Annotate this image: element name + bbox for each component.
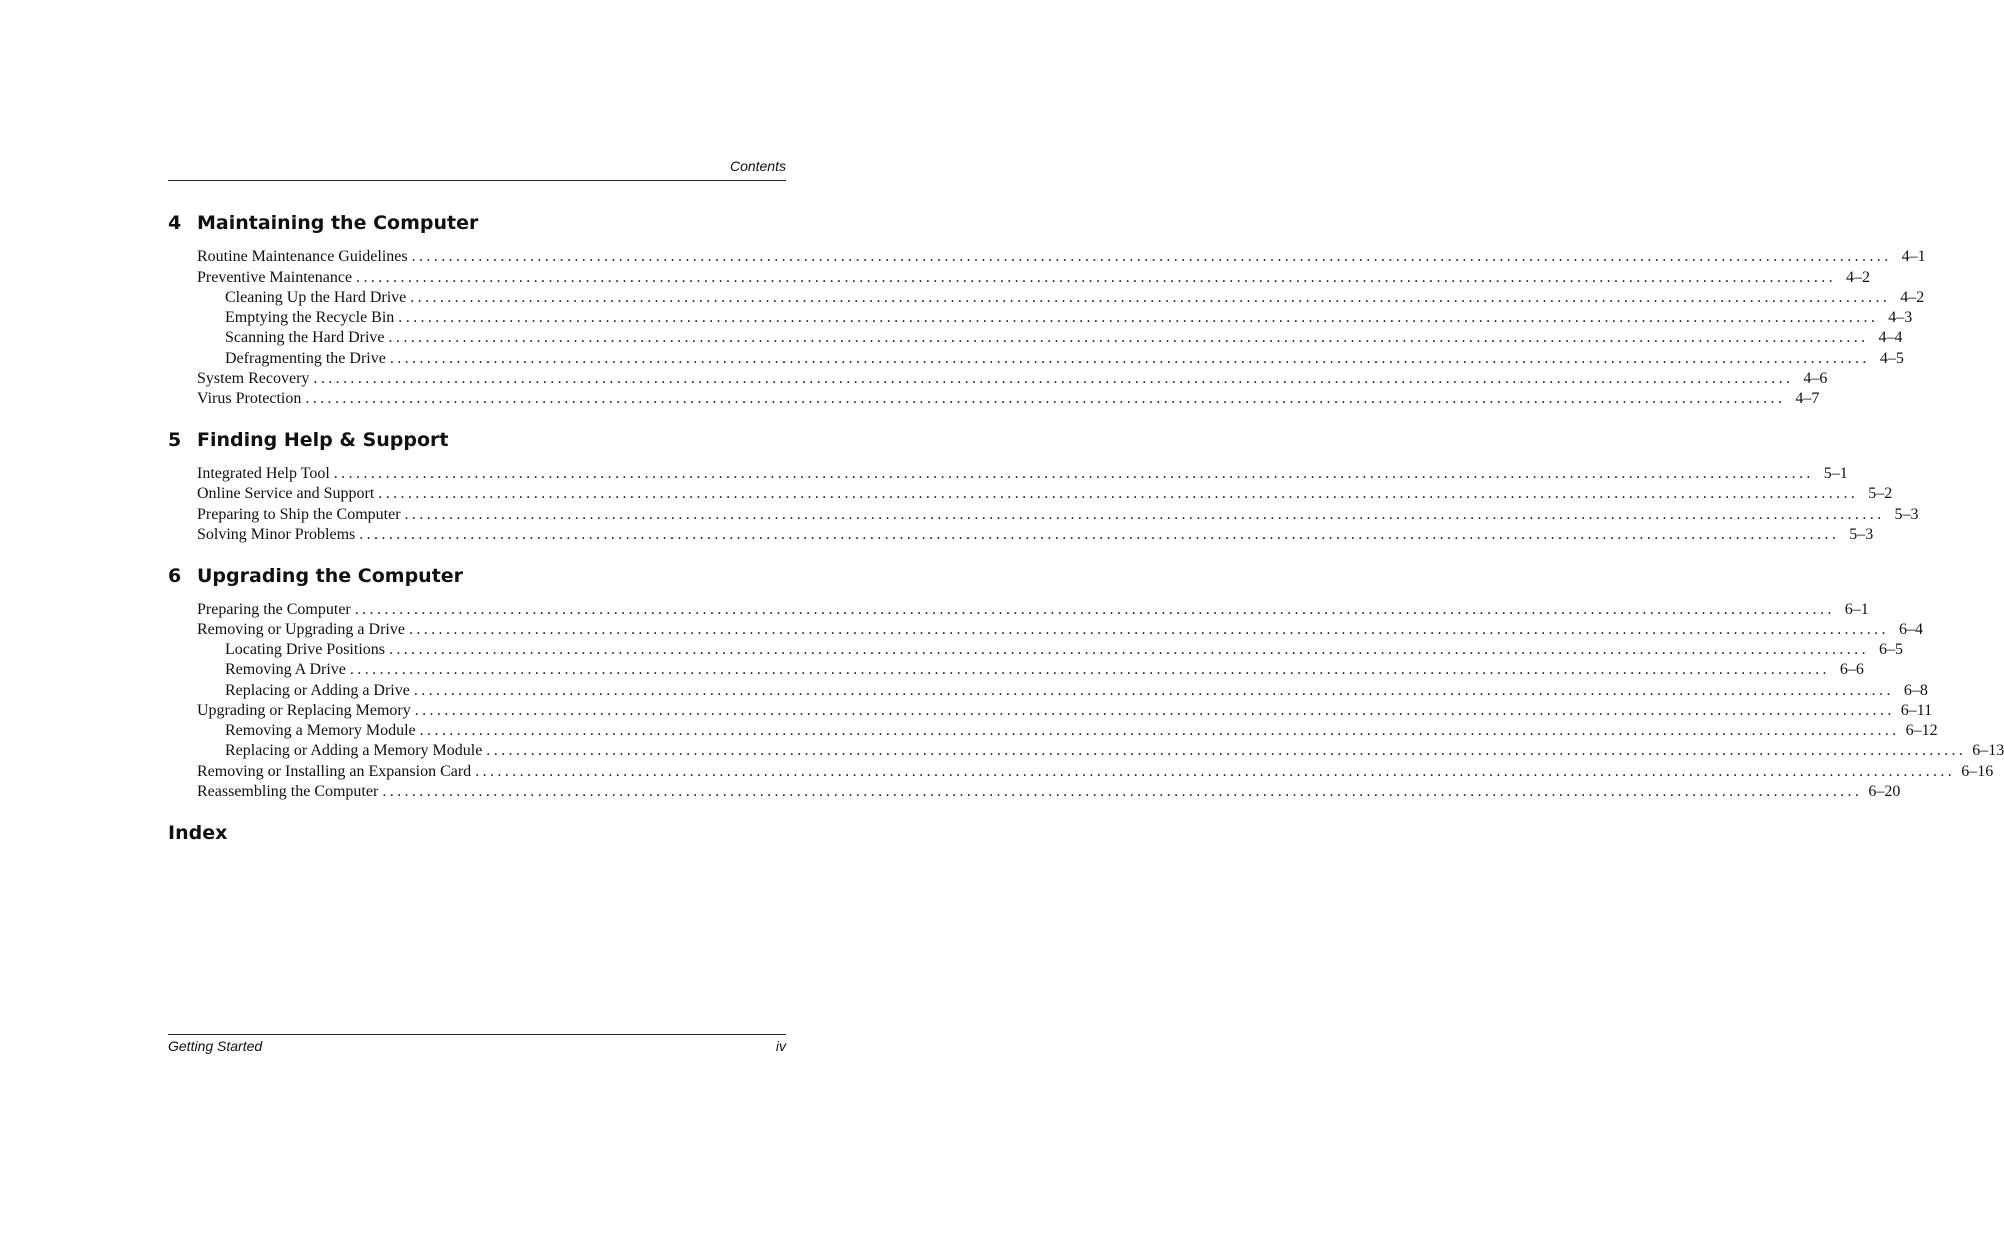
toc-entry[interactable] <box>197 505 1919 525</box>
chapter-number: 6 <box>168 565 182 587</box>
toc-entry[interactable] <box>197 247 1926 267</box>
footer-title: Getting Started <box>168 1038 263 1054</box>
toc-entry-page: 6–20 <box>1868 783 1901 800</box>
toc-entry-label: Preparing the Computer <box>197 601 351 618</box>
toc-entry[interactable] <box>197 369 1828 389</box>
toc-entry[interactable] <box>225 741 2004 761</box>
leader-dots: ........................................................................................................................................................................................................ <box>408 621 1889 638</box>
leader-dots: ........................................................................................................................................................................................................ <box>475 763 1956 780</box>
chapter-heading <box>168 565 463 587</box>
header-title: Contents <box>729 158 786 174</box>
toc-entry-label: Online Service and Support <box>197 485 375 502</box>
toc-entry-page: 4–2 <box>1900 289 1925 306</box>
running-footer <box>168 1034 786 1055</box>
toc-entry-page: 5–2 <box>1868 485 1893 502</box>
toc-entry-label: Solving Minor Problems <box>197 526 356 543</box>
toc-entry-page: 4–3 <box>1888 309 1913 326</box>
toc-entry[interactable] <box>197 484 1893 504</box>
toc-entry[interactable] <box>197 762 1994 782</box>
leader-dots: ........................................................................................................................................................................................................ <box>411 248 1892 265</box>
toc-entry[interactable] <box>225 288 1925 308</box>
toc-entry-page: 4–1 <box>1901 248 1926 265</box>
toc-entry-page: 6–8 <box>1903 682 1928 699</box>
toc-entry-label: Removing or Installing an Expansion Card <box>197 763 472 780</box>
leader-dots: ........................................................................................................................................................................................................ <box>313 370 1794 387</box>
toc-entry[interactable] <box>197 620 1923 640</box>
toc-entry[interactable] <box>197 525 1874 545</box>
toc-entry-page: 4–2 <box>1846 269 1871 286</box>
leader-dots: ........................................................................................................................................................................................................ <box>356 269 1837 286</box>
toc-entry[interactable] <box>225 328 1903 348</box>
leader-dots: ........................................................................................................................................................................................................ <box>388 641 1869 658</box>
toc-entry-label: Virus Protection <box>197 390 302 407</box>
toc-entry-page: 4–4 <box>1878 329 1903 346</box>
chapter-heading <box>168 212 478 234</box>
leader-dots: ........................................................................................................................................................................................................ <box>388 329 1869 346</box>
toc-entry-label: Preventive Maintenance <box>197 269 353 286</box>
leader-dots: ........................................................................................................................................................................................................ <box>414 702 1895 719</box>
toc-entry-page: 6–1 <box>1844 601 1869 618</box>
toc-entry-page: 4–7 <box>1795 390 1820 407</box>
toc-entry[interactable] <box>197 389 1820 409</box>
toc-entry-label: Removing a Memory Module <box>225 722 416 739</box>
toc-entry-label: Routine Maintenance Guidelines <box>197 248 408 265</box>
toc-entry[interactable] <box>197 701 1933 721</box>
chapter-title: Finding Help & Support <box>197 429 449 451</box>
toc-entry-page: 6–6 <box>1839 661 1864 678</box>
toc-entry-label: Emptying the Recycle Bin <box>225 309 395 326</box>
index-heading[interactable]: Index <box>168 822 228 844</box>
leader-dots: ........................................................................................................................................................................................................ <box>398 309 1879 326</box>
leader-dots: ........................................................................................................................................................................................................ <box>389 350 1870 367</box>
toc-entry[interactable] <box>197 268 1871 288</box>
toc-entry[interactable] <box>225 681 1928 701</box>
toc-entry-label: Integrated Help Tool <box>197 465 330 482</box>
leader-dots: ........................................................................................................................................................................................................ <box>410 289 1891 306</box>
toc-entry-page: 6–5 <box>1878 641 1903 658</box>
leader-dots: ........................................................................................................................................................................................................ <box>378 485 1859 502</box>
leader-dots: ........................................................................................................................................................................................................ <box>419 722 1900 739</box>
toc-entry-page: 5–3 <box>1894 506 1919 523</box>
toc-entry-page: 5–1 <box>1823 465 1848 482</box>
toc-entry[interactable] <box>197 600 1869 620</box>
leader-dots: ........................................................................................................................................................................................................ <box>382 783 1863 800</box>
toc-entry-page: 4–5 <box>1879 350 1904 367</box>
toc-entry-label: Scanning the Hard Drive <box>225 329 385 346</box>
chapter-number: 4 <box>168 212 182 234</box>
running-header <box>168 158 786 181</box>
toc-entry-label: Removing A Drive <box>225 661 346 678</box>
leader-dots: ........................................................................................................................................................................................................ <box>333 465 1814 482</box>
leader-dots: ........................................................................................................................................................................................................ <box>404 506 1885 523</box>
toc-entry-page: 6–12 <box>1905 722 1938 739</box>
page-number: iv <box>775 1038 786 1054</box>
toc-entry-label: Removing or Upgrading a Drive <box>197 621 405 638</box>
leader-dots: ........................................................................................................................................................................................................ <box>413 682 1894 699</box>
toc-entry[interactable] <box>225 308 1913 328</box>
toc-entry[interactable] <box>197 464 1848 484</box>
toc-entry[interactable] <box>197 782 1901 802</box>
toc-entry-page: 6–16 <box>1961 763 1994 780</box>
leader-dots: ........................................................................................................................................................................................................ <box>359 526 1840 543</box>
leader-dots: ........................................................................................................................................................................................................ <box>354 601 1835 618</box>
toc-entry-label: Preparing to Ship the Computer <box>197 506 401 523</box>
toc-entry-label: Replacing or Adding a Drive <box>225 682 410 699</box>
chapter-title: Maintaining the Computer <box>197 212 479 234</box>
toc-entry-label: Locating Drive Positions <box>225 641 385 658</box>
leader-dots: ........................................................................................................................................................................................................ <box>486 742 1967 759</box>
toc-entry[interactable] <box>225 721 1938 741</box>
leader-dots: ........................................................................................................................................................................................................ <box>349 661 1830 678</box>
toc-entry-page: 6–11 <box>1900 702 1933 719</box>
toc-entry-label: Defragmenting the Drive <box>225 350 386 367</box>
chapter-heading <box>168 429 449 451</box>
toc-entry[interactable] <box>225 349 1904 369</box>
chapter-number: 5 <box>168 429 182 451</box>
chapter-title: Upgrading the Computer <box>197 565 464 587</box>
leader-dots: ........................................................................................................................................................................................................ <box>305 390 1786 407</box>
toc-entry-label: System Recovery <box>197 370 310 387</box>
toc-entry-label: Upgrading or Replacing Memory <box>197 702 411 719</box>
toc-entry-label: Reassembling the Computer <box>197 783 379 800</box>
toc-entry-page: 6–13 <box>1972 742 2004 759</box>
toc-entry-label: Replacing or Adding a Memory Module <box>225 742 483 759</box>
toc-entry-label: Cleaning Up the Hard Drive <box>225 289 407 306</box>
toc-entry-page: 4–6 <box>1803 370 1828 387</box>
toc-entry-page: 5–3 <box>1849 526 1874 543</box>
toc-entry-page: 6–4 <box>1898 621 1923 638</box>
toc-entry[interactable] <box>225 660 1864 680</box>
toc-entry[interactable] <box>225 640 1903 660</box>
